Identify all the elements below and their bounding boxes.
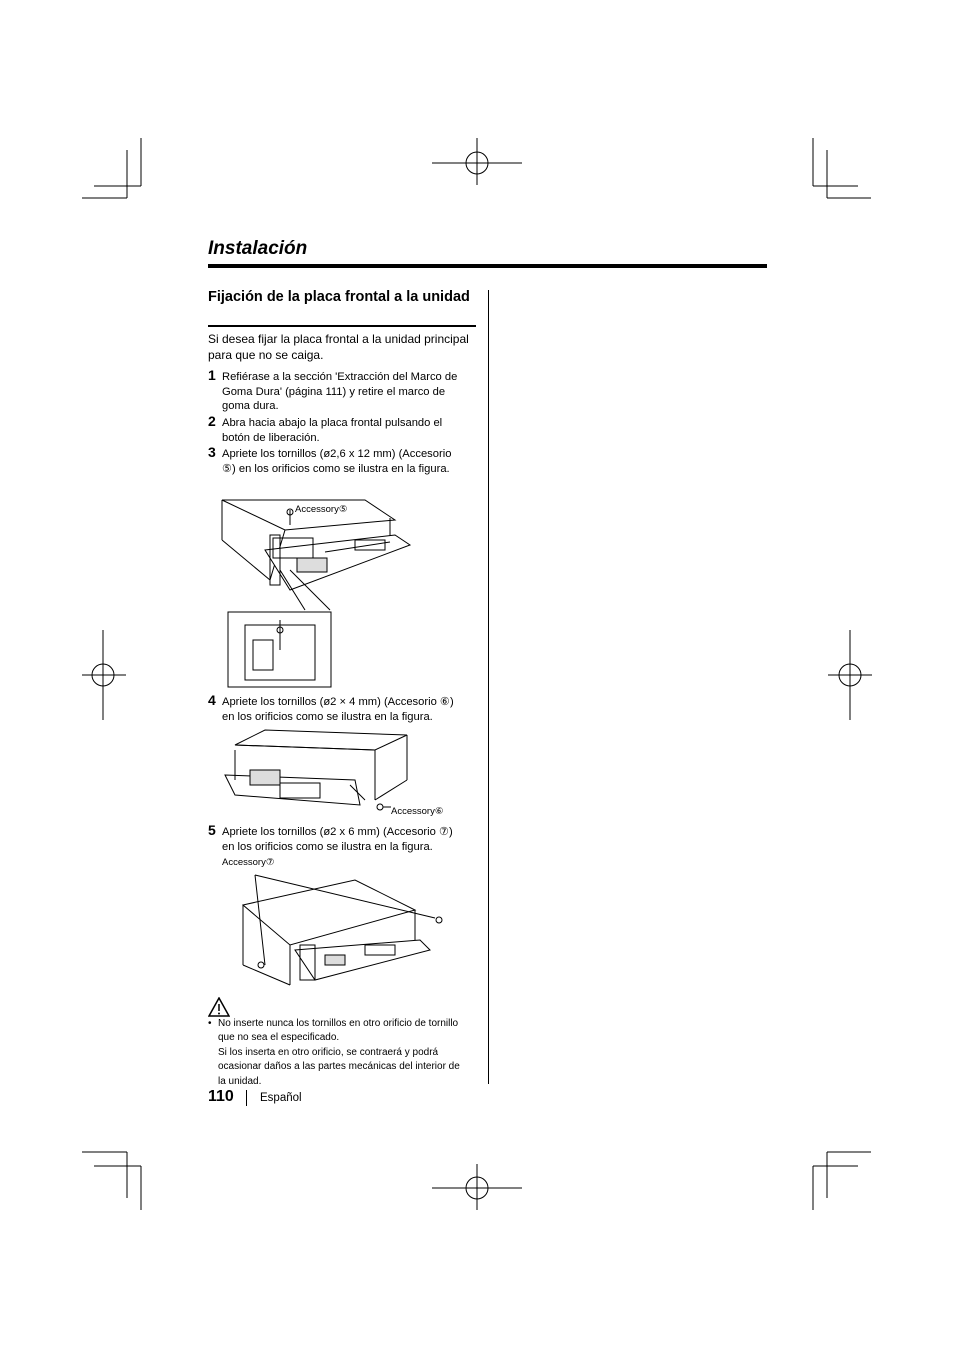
registration-mark-bottom (432, 1164, 522, 1210)
step-text (222, 447, 451, 476)
step-text (222, 416, 442, 445)
registration-mark-left (82, 630, 126, 720)
figure-label-accessory-5: Accessory⑤ (295, 504, 348, 515)
figure-step-3 (215, 490, 415, 690)
step-text (222, 825, 453, 854)
caution-line: Si los inserta en otro orificio, se contraerá y podrá (218, 1046, 439, 1058)
step-line: goma dura. (222, 400, 279, 412)
registration-mark-top (432, 138, 522, 185)
registration-mark-right (828, 630, 872, 720)
step-text (222, 695, 454, 724)
caution-bullet: • (208, 1018, 212, 1029)
step-line: ⑤) en los orificios como se ilustra en la figura. (222, 462, 450, 475)
section-rule (208, 325, 476, 327)
step-number: 3 (208, 444, 216, 460)
step-line: Goma Dura' (página 111) y retire el marco de (222, 385, 446, 398)
page-number: 110 (208, 1088, 234, 1105)
section-title: Fijación de la placa frontal a la unidad (208, 289, 470, 305)
step-line: botón de liberación. (222, 431, 320, 444)
step-line: Apriete los tornillos (ø2 × 4 mm) (Accesorio ⑥) (222, 696, 454, 708)
step-number: 5 (208, 822, 216, 838)
figure-step-5 (235, 870, 455, 990)
caution-line: No inserte nunca los tornillos en otro orificio de tornillo (218, 1018, 459, 1029)
footer-language: Español (260, 1092, 302, 1104)
page-title: Instalación (208, 238, 308, 259)
step-line: Apriete los tornillos (ø2,6 x 12 mm) (Accesorio (222, 448, 452, 460)
figure-label-accessory-6: Accessory⑥ (391, 806, 444, 817)
caution-line: que no sea el especificado. (218, 1032, 340, 1044)
section-intro: Si desea fijar la placa frontal a la unidad principal para que no se caiga. (208, 332, 469, 362)
step-line: Apriete los tornillos (ø2 x 6 mm) (Accesorio ⑦) (222, 826, 453, 838)
title-rule (208, 264, 767, 268)
column-divider (488, 290, 489, 1084)
warning-icon (208, 997, 230, 1017)
step-line: en los orificios como se ilustra en la figura. (222, 840, 433, 853)
step-line: Abra hacia abajo la placa frontal pulsando el (222, 417, 443, 429)
caution-line: ocasionar daños a las partes mecánicas del interior de (218, 1061, 460, 1073)
step-number: 1 (208, 367, 216, 383)
caution-text (218, 1017, 460, 1089)
footer-divider (246, 1090, 247, 1106)
figure-label-accessory-7: Accessory⑦ (222, 857, 275, 868)
figure-step-4 (215, 725, 415, 820)
step-number: 4 (208, 692, 216, 708)
caution-line: la unidad. (218, 1075, 262, 1087)
step-number: 2 (208, 413, 216, 429)
step-line: en los orificios como se ilustra en la figura. (222, 710, 433, 723)
step-text (222, 370, 457, 414)
step-line: Refiérase a la sección 'Extracción del Marco de (222, 371, 458, 383)
